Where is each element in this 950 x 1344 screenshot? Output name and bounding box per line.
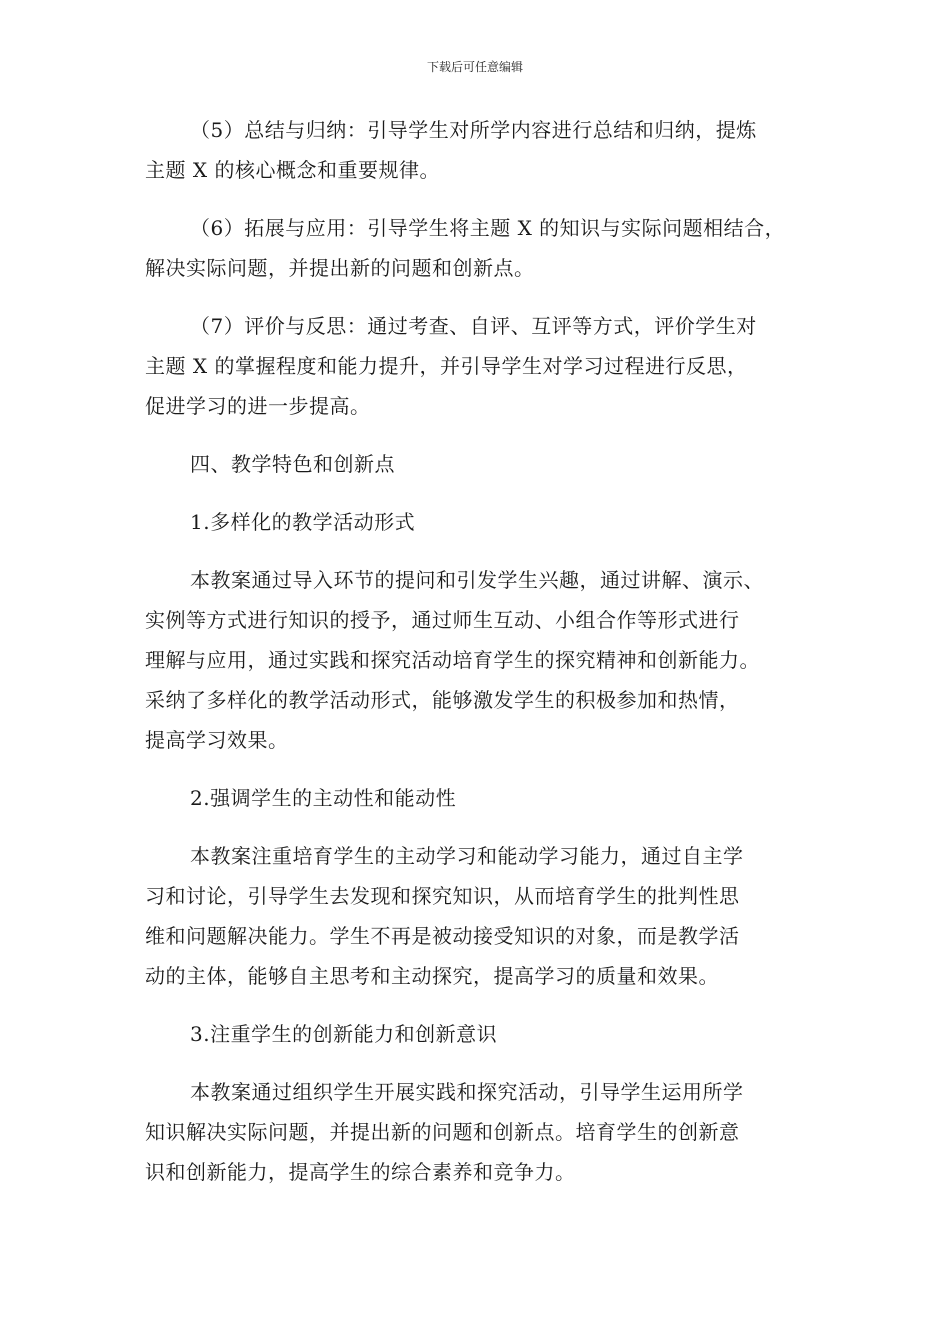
document-body: [145, 110, 815, 1210]
paragraph-line: 理解与应用，通过实践和探究活动培育学生的探究精神和创新能力。: [145, 648, 760, 672]
paragraph-line: （5）总结与归纳：引导学生对所学内容进行总结和归纳，提炼: [190, 118, 757, 142]
paragraph-line: 主题 X 的核心概念和重要规律。: [145, 158, 440, 182]
paragraph-line: 动的主体，能够自主思考和主动探究，提高学习的质量和效果。: [145, 964, 719, 988]
section-heading: 四、教学特色和创新点: [190, 452, 395, 476]
paragraph-line: 促进学习的进一步提高。: [145, 394, 371, 418]
paragraph-line: （7）评价与反思：通过考查、自评、互评等方式，评价学生对: [190, 314, 757, 338]
paragraph-line: 本教案通过导入环节的提问和引发学生兴趣，通过讲解、演示、: [190, 568, 764, 592]
paragraph-line: 本教案注重培育学生的主动学习和能动学习能力，通过自主学: [190, 844, 744, 868]
paragraph-line: 维和问题解决能力。学生不再是被动接受知识的对象，而是教学活: [145, 924, 740, 948]
paragraph-line: 解决实际问题，并提出新的问题和创新点。: [145, 256, 535, 280]
subsection-title-3: 3.注重学生的创新能力和创新意识: [190, 1022, 498, 1046]
subsection-title-1: 1.多样化的教学活动形式: [190, 510, 416, 534]
paragraph-line: 提高学习效果。: [145, 728, 289, 752]
page-header: 下载后可任意编辑: [426, 60, 523, 74]
paragraph-line: 知识解决实际问题，并提出新的问题和创新点。培育学生的创新意: [145, 1120, 740, 1144]
paragraph-evaluation: [145, 306, 815, 426]
paragraph-line: 本教案通过组织学生开展实践和探究活动，引导学生运用所学: [190, 1080, 744, 1104]
subsection-title-2: 2.强调学生的主动性和能动性: [190, 786, 457, 810]
subsection-body-2: [145, 836, 815, 996]
paragraph-line: 采纳了多样化的教学活动形式，能够激发学生的积极参加和热情，: [145, 688, 740, 712]
paragraph-summary: [145, 110, 815, 190]
paragraph-extension: [145, 208, 815, 288]
paragraph-line: 实例等方式进行知识的授予，通过师生互动、小组合作等形式进行: [145, 608, 740, 632]
paragraph-line: （6）拓展与应用：引导学生将主题 X 的知识与实际问题相结合，: [190, 216, 786, 240]
subsection-body-1: [145, 560, 815, 760]
paragraph-line: 主题 X 的掌握程度和能力提升，并引导学生对学习过程进行反思，: [145, 354, 748, 378]
paragraph-line: 识和创新能力，提高学生的综合素养和竞争力。: [145, 1160, 576, 1184]
subsection-body-3: [145, 1072, 815, 1192]
paragraph-line: 习和讨论，引导学生去发现和探究知识，从而培育学生的批判性思: [145, 884, 740, 908]
